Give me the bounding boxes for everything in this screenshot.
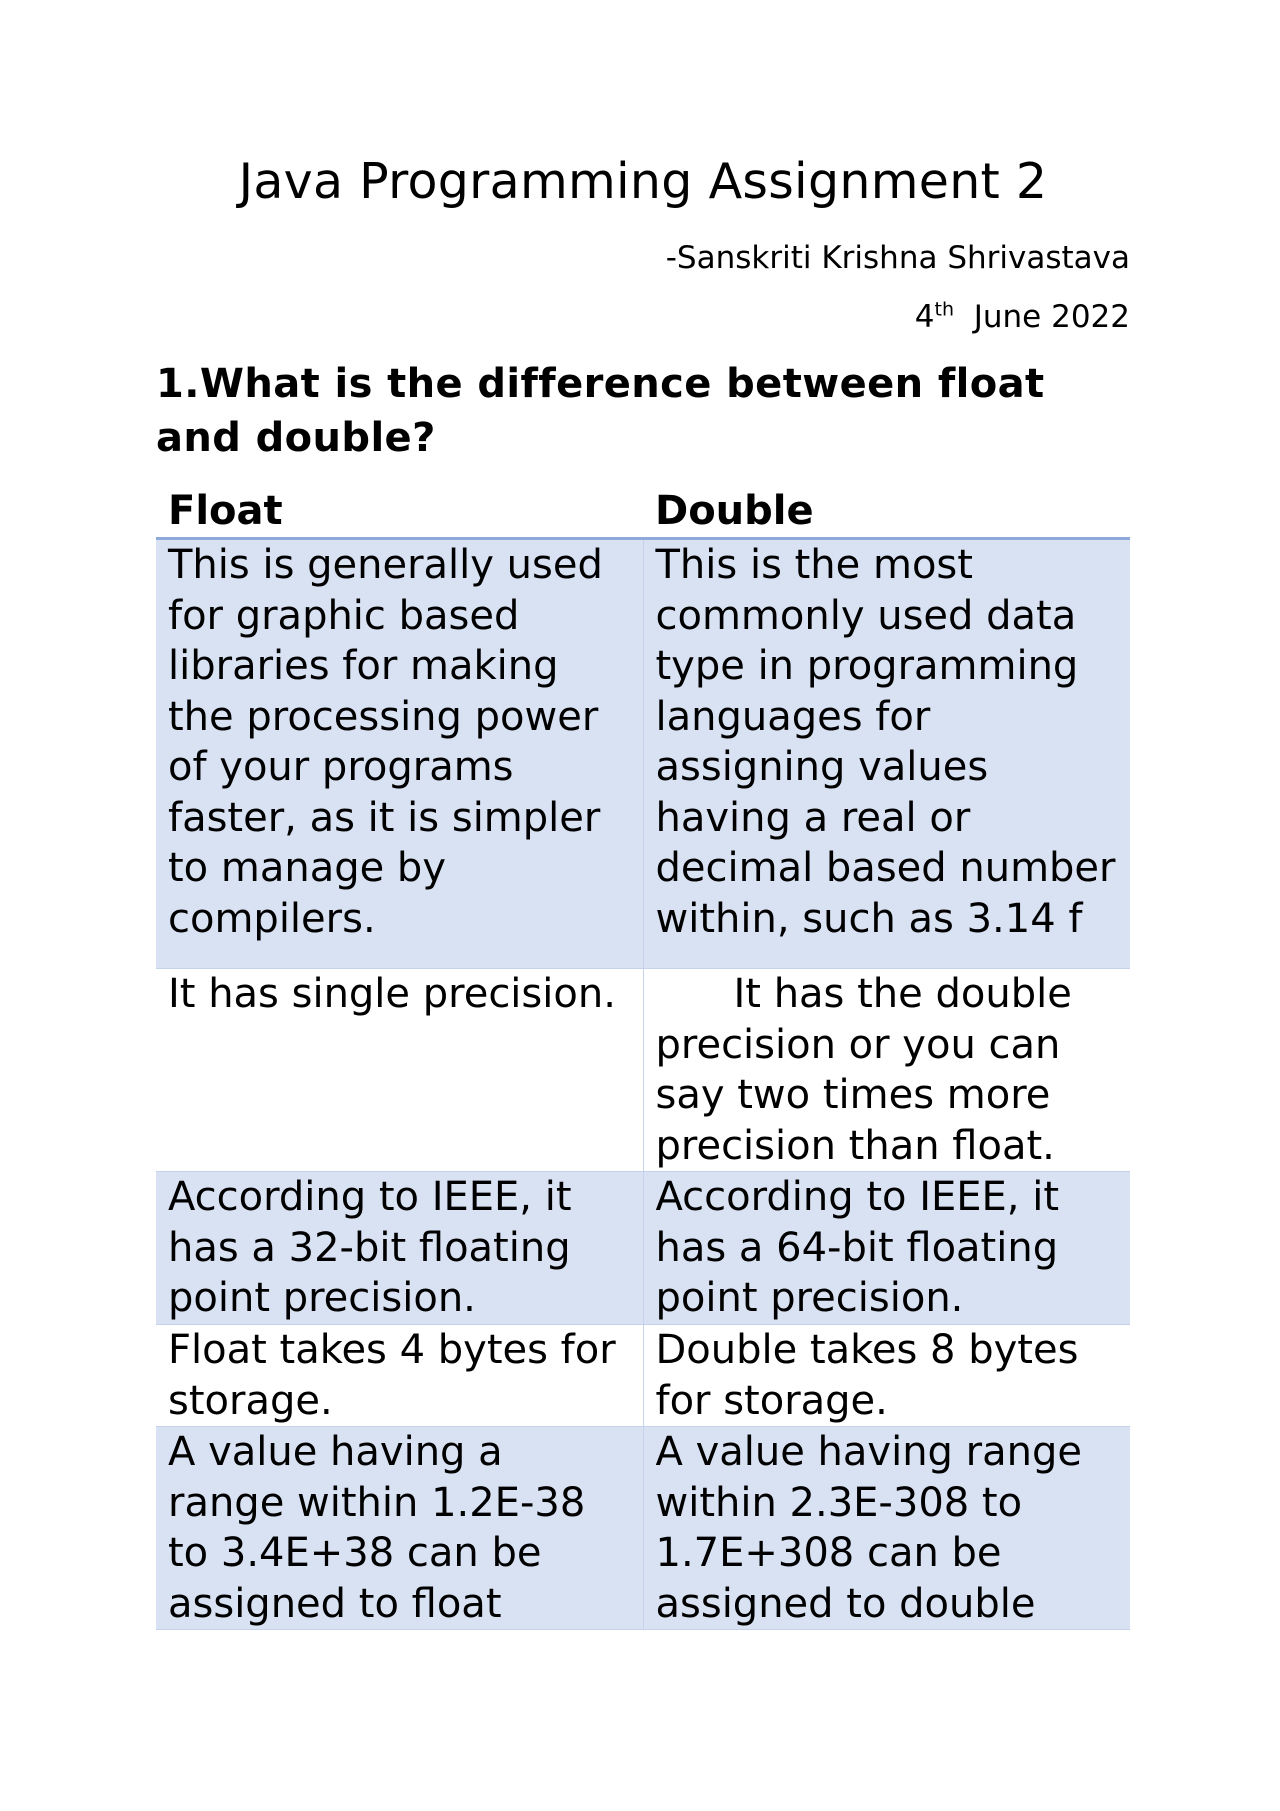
document-title: Java Programming Assignment 2	[238, 153, 1048, 210]
float-cell: Float takes 4 bytes for storage.	[156, 1325, 643, 1427]
double-cell: A value having range within 2.3E-308 to 1.7E+308 can be assigned to double	[643, 1427, 1130, 1630]
double-cell: Double takes 8 bytes for storage.	[643, 1325, 1130, 1427]
double-cell-text: It has the double precision or you can say two times more precision than float.	[655, 971, 1072, 1169]
double-cell	[643, 969, 1130, 1172]
table-row	[156, 1427, 1130, 1630]
column-header-float: Float	[156, 484, 643, 539]
float-cell: This is generally used for graphic based libraries for making the processing power of your programs faster, as it is simpler to manage by compilers.	[156, 539, 643, 969]
comparison-table	[156, 484, 1130, 1630]
table-header-row	[156, 484, 1130, 539]
table-row	[156, 1172, 1130, 1325]
date-ordinal-suffix: th	[934, 298, 955, 321]
double-cell: This is the most commonly used data type in programming languages for assigning values having a real or decimal based number within, such as 3.14 f	[643, 539, 1130, 969]
float-cell: According to IEEE, it has a 32-bit floating point precision.	[156, 1172, 643, 1325]
column-header-double: Double	[643, 484, 1130, 539]
float-cell: A value having a range within 1.2E-38 to 3.4E+38 can be assigned to float	[156, 1427, 643, 1630]
float-cell: It has single precision.	[156, 969, 643, 1172]
date-line	[915, 297, 1130, 337]
author-line: -Sanskriti Krishna Shrivastava	[665, 240, 1130, 276]
question-heading: 1.What is the difference between float and double?	[156, 361, 1045, 461]
date-day: 4	[914, 299, 935, 335]
table-row	[156, 1325, 1130, 1427]
table-row	[156, 539, 1130, 969]
table-row	[156, 969, 1130, 1172]
date-month-year: June 2022	[954, 299, 1130, 335]
double-cell: According to IEEE, it has a 64-bit floating point precision.	[643, 1172, 1130, 1325]
